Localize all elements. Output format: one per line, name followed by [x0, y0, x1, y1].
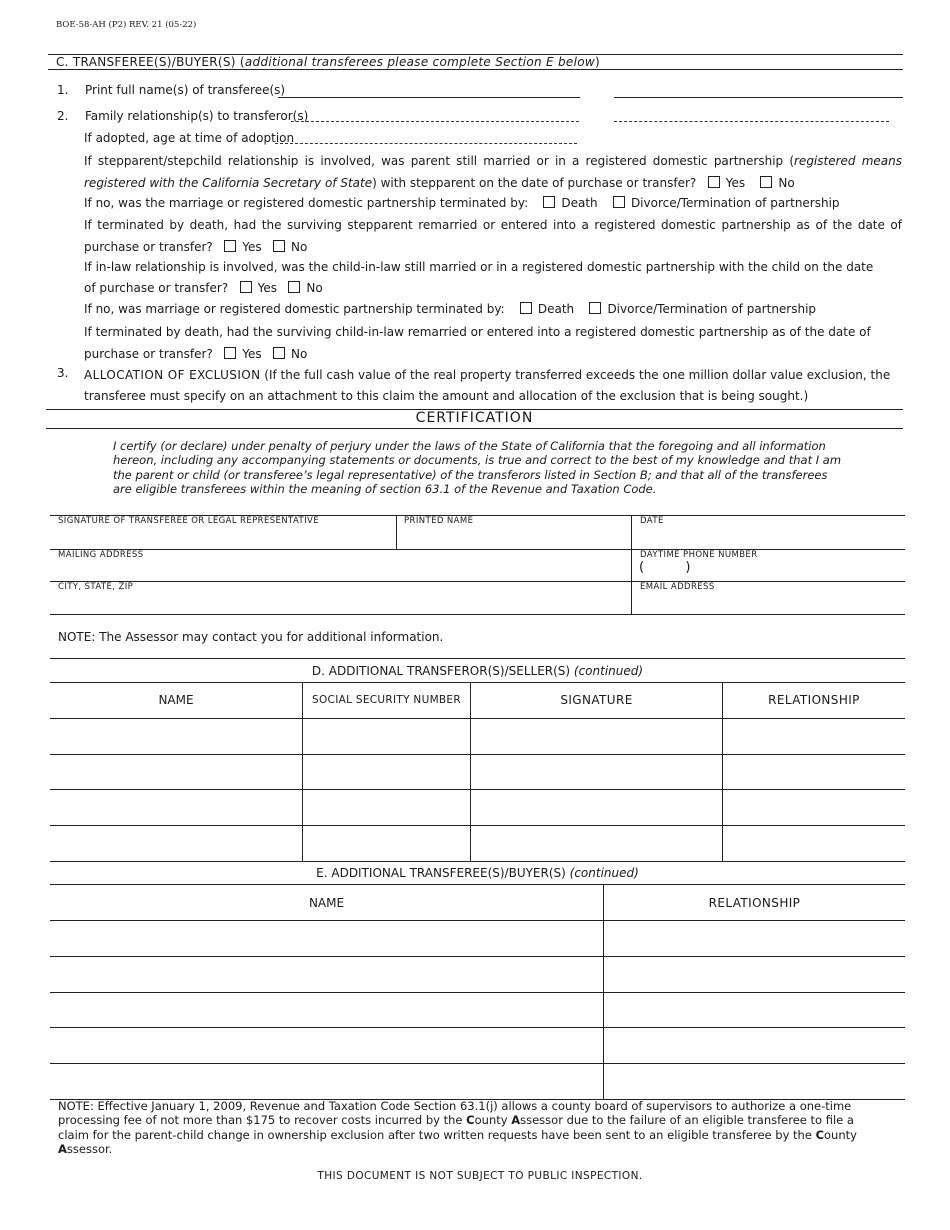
item1-label: Print full name(s) of transferee(s)	[85, 83, 286, 97]
divider	[48, 69, 903, 70]
phone-field[interactable]: ( )	[639, 560, 691, 575]
d-row4-relationship-field[interactable]	[723, 826, 904, 860]
step-divorce-checkbox[interactable]	[613, 196, 625, 208]
divider	[631, 515, 632, 614]
step-no-checkbox[interactable]	[760, 176, 772, 188]
d-row3-ssn-field[interactable]	[303, 790, 469, 824]
stepparent-death-question: If terminated by death, had the surviving stepparent remarried or entered into a registered domestic partnership as of the date of purchase or transfer? Yes No	[84, 218, 902, 254]
relationship-field-2[interactable]	[614, 121, 889, 122]
d-row4-ssn-field[interactable]	[303, 826, 469, 860]
relationship-field-1[interactable]	[291, 121, 579, 122]
e-header-relationship: RELATIONSHIP	[708, 896, 801, 910]
divider	[50, 682, 905, 683]
inlawdeath-no-checkbox[interactable]	[273, 347, 285, 359]
certification-statement: I certify (or declare) under penalty of perjury under the laws of the State of California that the foregoing and all information hereon, including any accompanying statements or documents, is true and correct to the best of my knowledge and that I am the parent or child (or transferee’s legal representative) of the transferors listed in Section B; and that all of the transferees are eligible transferees within the meaning of section 63.1 of the Revenue and Taxation Code.	[113, 439, 842, 496]
inlaw-no-checkbox[interactable]	[288, 281, 300, 293]
divider	[50, 581, 905, 582]
divider	[603, 884, 604, 1099]
d-row3-name-field[interactable]	[51, 790, 301, 824]
item1-number: 1.	[57, 83, 69, 97]
processing-fee-note: NOTE: Effective January 1, 2009, Revenue and Taxation Code Section 63.1(j) allows a county board of supervisors to authorize a one-time processing fee of not more than $175 to recover costs incurred by the County Assessor due to the failure of an eligible transferee to file a claim for the parent-child change in ownership exclusion after two written requests have been sent to an eligible transferee by the County Assessor.	[58, 1099, 857, 1156]
d-row3-signature-field[interactable]	[471, 790, 721, 824]
d-row2-relationship-field[interactable]	[723, 755, 904, 788]
adopted-label: If adopted, age at time of adoption	[84, 131, 295, 145]
d-row1-ssn-field[interactable]	[303, 719, 469, 753]
terminated-question-2: If no, was marriage or registered domestic partnership terminated by: Death Divorce/Termination of partnership	[84, 302, 817, 316]
signature-label: SIGNATURE OF TRANSFEREE OR LEGAL REPRESENTATIVE	[58, 516, 320, 526]
printed-name-label: PRINTED NAME	[404, 516, 474, 526]
divider	[50, 658, 905, 659]
divider	[46, 428, 903, 429]
date-label: DATE	[640, 516, 664, 526]
item2-label: Family relationship(s) to transferor(s)	[85, 109, 309, 123]
divider	[50, 884, 905, 885]
divider	[50, 549, 905, 550]
d-header-ssn: SOCIAL SECURITY NUMBER	[312, 694, 461, 706]
email-label: EMAIL ADDRESS	[640, 582, 715, 592]
divider	[396, 515, 397, 549]
e-row2-relationship-field[interactable]	[605, 957, 904, 991]
email-field[interactable]	[633, 593, 904, 613]
stepdeath-no-checkbox[interactable]	[273, 240, 285, 252]
e-row1-name-field[interactable]	[51, 921, 602, 955]
e-row2-name-field[interactable]	[51, 957, 602, 991]
d-row1-relationship-field[interactable]	[723, 719, 904, 753]
city-state-zip-label: CITY, STATE, ZIP	[58, 582, 134, 592]
inlaw-question: If in-law relationship is involved, was the child-in-law still married or in a registered domestic partnership with the child on the date of purchase or transfer? Yes No	[84, 260, 874, 295]
d-row1-signature-field[interactable]	[471, 719, 721, 753]
e-row5-relationship-field[interactable]	[605, 1064, 904, 1098]
date-field[interactable]	[633, 527, 904, 548]
stepdeath-yes-checkbox[interactable]	[224, 240, 236, 252]
inlaw-divorce-checkbox[interactable]	[589, 302, 601, 314]
e-row3-name-field[interactable]	[51, 993, 602, 1026]
d-header-signature: SIGNATURE	[560, 693, 633, 707]
allocation-text: ALLOCATION OF EXCLUSION (If the full cash value of the real property transferred exceeds the one million dollar value exclusion, the transferee must specify on an attachment to this claim the amount and allocation of the exclusion that is being sought.)	[84, 368, 891, 403]
d-header-relationship: RELATIONSHIP	[768, 693, 860, 707]
e-row4-relationship-field[interactable]	[605, 1028, 904, 1062]
signature-field[interactable]	[51, 527, 395, 548]
inlaw-death-question: If terminated by death, had the surviving child-in-law remarried or entered into a registered domestic partnership as of the date of purchase or transfer? Yes No	[84, 325, 871, 361]
d-row2-signature-field[interactable]	[471, 755, 721, 788]
section-c-title: C. TRANSFEREE(S)/BUYER(S) (additional transferees please complete Section E below)	[56, 55, 600, 69]
d-row2-ssn-field[interactable]	[303, 755, 469, 788]
certification-title: CERTIFICATION	[415, 410, 534, 426]
footer-notice: THIS DOCUMENT IS NOT SUBJECT TO PUBLIC INSPECTION.	[317, 1170, 643, 1182]
d-row3-relationship-field[interactable]	[723, 790, 904, 824]
form-id: BOE-58-AH (P2) REV. 21 (05-22)	[56, 20, 197, 30]
adoption-age-field[interactable]	[275, 143, 577, 144]
step-yes-checkbox[interactable]	[708, 176, 720, 188]
e-row3-relationship-field[interactable]	[605, 993, 904, 1026]
e-row4-name-field[interactable]	[51, 1028, 602, 1062]
inlawdeath-yes-checkbox[interactable]	[224, 347, 236, 359]
d-header-name: NAME	[158, 693, 194, 707]
d-row1-name-field[interactable]	[51, 719, 301, 753]
divider	[50, 614, 905, 615]
mailing-address-field[interactable]	[51, 561, 630, 580]
printed-name-field[interactable]	[398, 527, 630, 548]
d-row2-name-field[interactable]	[51, 755, 301, 788]
inlaw-death-checkbox[interactable]	[520, 302, 532, 314]
e-row1-relationship-field[interactable]	[605, 921, 904, 955]
divider	[50, 861, 905, 862]
note-assessor-contact: NOTE: The Assessor may contact you for additional information.	[58, 630, 444, 644]
step-death-checkbox[interactable]	[543, 196, 555, 208]
transferee-name-field-2[interactable]	[614, 97, 903, 98]
item2-number: 2.	[57, 109, 69, 123]
mailing-address-label: MAILING ADDRESS	[58, 550, 144, 560]
e-row5-name-field[interactable]	[51, 1064, 602, 1098]
e-header-name: NAME	[308, 896, 345, 910]
terminated-question-1: If no, was the marriage or registered domestic partnership terminated by: Death Divorce/Termination of partnership	[84, 196, 840, 210]
inlaw-yes-checkbox[interactable]	[240, 281, 252, 293]
section-d-title: D. ADDITIONAL TRANSFEROR(S)/SELLER(S) (continued)	[311, 664, 644, 678]
d-row4-name-field[interactable]	[51, 826, 301, 860]
city-state-zip-field[interactable]	[51, 593, 630, 613]
d-row4-signature-field[interactable]	[471, 826, 721, 860]
transferee-name-field-1[interactable]	[278, 97, 580, 98]
item3-number: 3.	[57, 366, 69, 380]
phone-label: DAYTIME PHONE NUMBER	[640, 550, 758, 560]
stepparent-question: If stepparent/stepchild relationship is involved, was parent still married or in a registered domestic partnership (registered means registered with the California Secretary of State) with stepparent on the date of purchase or transfer? Yes No	[84, 154, 902, 190]
section-e-title: E. ADDITIONAL TRANSFEREE(S)/BUYER(S) (continued)	[316, 866, 639, 880]
